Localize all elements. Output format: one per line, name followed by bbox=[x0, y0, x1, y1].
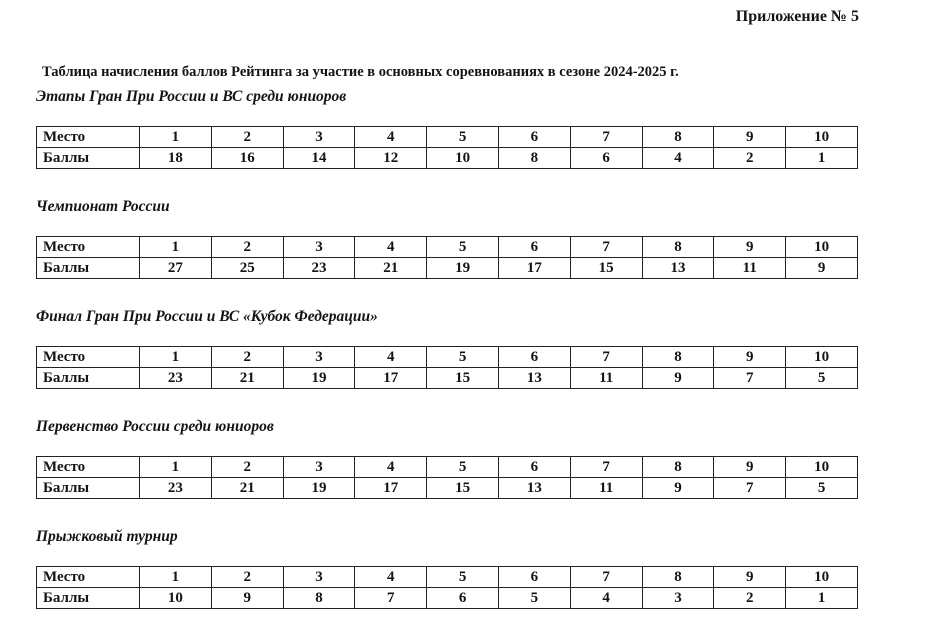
place-cell: 3 bbox=[283, 457, 355, 478]
place-row-label: Место bbox=[37, 237, 140, 258]
points-cell: 25 bbox=[211, 258, 283, 279]
place-row bbox=[37, 127, 858, 148]
place-cell: 10 bbox=[786, 567, 858, 588]
points-cell: 7 bbox=[355, 588, 427, 609]
points-row-label: Баллы bbox=[37, 148, 140, 169]
points-cell: 19 bbox=[283, 478, 355, 499]
place-cell: 3 bbox=[283, 347, 355, 368]
points-row bbox=[37, 478, 858, 499]
points-cell: 6 bbox=[427, 588, 499, 609]
points-table-grand-prix-final bbox=[36, 346, 858, 389]
points-table-russian-championship bbox=[36, 236, 858, 279]
points-cell: 5 bbox=[498, 588, 570, 609]
points-cell: 19 bbox=[427, 258, 499, 279]
place-cell: 3 bbox=[283, 237, 355, 258]
points-cell: 15 bbox=[570, 258, 642, 279]
points-cell: 17 bbox=[355, 368, 427, 389]
points-cell: 21 bbox=[211, 478, 283, 499]
place-cell: 9 bbox=[714, 347, 786, 368]
place-row bbox=[37, 237, 858, 258]
place-cell: 8 bbox=[642, 567, 714, 588]
place-cell: 10 bbox=[786, 347, 858, 368]
place-cell: 4 bbox=[355, 457, 427, 478]
place-cell: 4 bbox=[355, 237, 427, 258]
section-title-junior-championship: Первенство России среди юниоров bbox=[36, 418, 274, 435]
place-cell: 2 bbox=[211, 237, 283, 258]
place-cell: 6 bbox=[498, 347, 570, 368]
place-cell: 6 bbox=[498, 457, 570, 478]
place-cell: 4 bbox=[355, 127, 427, 148]
section-title-russian-championship: Чемпионат России bbox=[36, 198, 170, 215]
place-cell: 8 bbox=[642, 457, 714, 478]
points-cell: 8 bbox=[498, 148, 570, 169]
place-row-label: Место bbox=[37, 457, 140, 478]
place-row-label: Место bbox=[37, 567, 140, 588]
points-cell: 16 bbox=[211, 148, 283, 169]
points-cell: 11 bbox=[570, 368, 642, 389]
place-cell: 10 bbox=[786, 127, 858, 148]
place-cell: 5 bbox=[427, 237, 499, 258]
points-cell: 19 bbox=[283, 368, 355, 389]
place-cell: 3 bbox=[283, 567, 355, 588]
section-title-grand-prix-final: Финал Гран При России и ВС «Кубок Федерации» bbox=[36, 308, 378, 325]
place-cell: 7 bbox=[570, 567, 642, 588]
place-row-label: Место bbox=[37, 347, 140, 368]
place-cell: 5 bbox=[427, 567, 499, 588]
place-cell: 5 bbox=[427, 347, 499, 368]
points-cell: 9 bbox=[642, 478, 714, 499]
points-cell: 23 bbox=[283, 258, 355, 279]
points-cell: 7 bbox=[714, 478, 786, 499]
place-cell: 1 bbox=[140, 457, 212, 478]
place-cell: 1 bbox=[140, 567, 212, 588]
points-cell: 2 bbox=[714, 588, 786, 609]
place-cell: 6 bbox=[498, 237, 570, 258]
place-cell: 10 bbox=[786, 457, 858, 478]
place-cell: 7 bbox=[570, 127, 642, 148]
points-row bbox=[37, 368, 858, 389]
points-row-label: Баллы bbox=[37, 258, 140, 279]
points-cell: 7 bbox=[714, 368, 786, 389]
place-cell: 8 bbox=[642, 237, 714, 258]
points-cell: 4 bbox=[570, 588, 642, 609]
place-row bbox=[37, 457, 858, 478]
place-cell: 9 bbox=[714, 567, 786, 588]
place-cell: 9 bbox=[714, 457, 786, 478]
points-row-label: Баллы bbox=[37, 478, 140, 499]
place-cell: 8 bbox=[642, 127, 714, 148]
place-cell: 4 bbox=[355, 567, 427, 588]
points-cell: 9 bbox=[786, 258, 858, 279]
points-cell: 14 bbox=[283, 148, 355, 169]
points-cell: 21 bbox=[211, 368, 283, 389]
points-cell: 18 bbox=[140, 148, 212, 169]
place-cell: 1 bbox=[140, 127, 212, 148]
points-cell: 17 bbox=[355, 478, 427, 499]
points-cell: 1 bbox=[786, 588, 858, 609]
place-cell: 10 bbox=[786, 237, 858, 258]
points-cell: 21 bbox=[355, 258, 427, 279]
points-cell: 5 bbox=[786, 368, 858, 389]
points-cell: 1 bbox=[786, 148, 858, 169]
place-cell: 9 bbox=[714, 237, 786, 258]
points-row bbox=[37, 258, 858, 279]
points-cell: 13 bbox=[498, 368, 570, 389]
points-cell: 11 bbox=[570, 478, 642, 499]
place-cell: 9 bbox=[714, 127, 786, 148]
place-cell: 5 bbox=[427, 127, 499, 148]
place-cell: 2 bbox=[211, 127, 283, 148]
appendix-label: Приложение № 5 bbox=[735, 8, 859, 25]
points-cell: 11 bbox=[714, 258, 786, 279]
place-cell: 4 bbox=[355, 347, 427, 368]
points-table-junior-championship bbox=[36, 456, 858, 499]
points-cell: 6 bbox=[570, 148, 642, 169]
place-row bbox=[37, 347, 858, 368]
points-cell: 9 bbox=[642, 368, 714, 389]
place-row bbox=[37, 567, 858, 588]
points-cell: 4 bbox=[642, 148, 714, 169]
points-cell: 10 bbox=[427, 148, 499, 169]
points-cell: 17 bbox=[498, 258, 570, 279]
place-cell: 2 bbox=[211, 567, 283, 588]
points-cell: 13 bbox=[498, 478, 570, 499]
place-cell: 7 bbox=[570, 237, 642, 258]
points-cell: 5 bbox=[786, 478, 858, 499]
place-cell: 6 bbox=[498, 127, 570, 148]
section-title-grand-prix-stages: Этапы Гран При России и ВС среди юниоров bbox=[36, 88, 347, 105]
place-cell: 5 bbox=[427, 457, 499, 478]
points-table-grand-prix-stages bbox=[36, 126, 858, 169]
place-cell: 2 bbox=[211, 347, 283, 368]
place-cell: 2 bbox=[211, 457, 283, 478]
points-cell: 8 bbox=[283, 588, 355, 609]
points-row bbox=[37, 588, 858, 609]
place-row-label: Место bbox=[37, 127, 140, 148]
points-cell: 9 bbox=[211, 588, 283, 609]
points-cell: 23 bbox=[140, 478, 212, 499]
place-cell: 7 bbox=[570, 457, 642, 478]
points-cell: 12 bbox=[355, 148, 427, 169]
points-table-jump-tournament bbox=[36, 566, 858, 609]
document-title: Таблица начисления баллов Рейтинга за участие в основных соревнованиях в сезоне 2024-2025 г. bbox=[42, 64, 679, 80]
points-row-label: Баллы bbox=[37, 368, 140, 389]
points-cell: 10 bbox=[140, 588, 212, 609]
points-cell: 2 bbox=[714, 148, 786, 169]
points-cell: 27 bbox=[140, 258, 212, 279]
place-cell: 1 bbox=[140, 237, 212, 258]
place-cell: 6 bbox=[498, 567, 570, 588]
points-cell: 3 bbox=[642, 588, 714, 609]
points-cell: 15 bbox=[427, 368, 499, 389]
place-cell: 3 bbox=[283, 127, 355, 148]
points-cell: 15 bbox=[427, 478, 499, 499]
points-cell: 23 bbox=[140, 368, 212, 389]
section-title-jump-tournament: Прыжковый турнир bbox=[36, 528, 178, 545]
place-cell: 7 bbox=[570, 347, 642, 368]
place-cell: 8 bbox=[642, 347, 714, 368]
points-row bbox=[37, 148, 858, 169]
points-row-label: Баллы bbox=[37, 588, 140, 609]
place-cell: 1 bbox=[140, 347, 212, 368]
points-cell: 13 bbox=[642, 258, 714, 279]
